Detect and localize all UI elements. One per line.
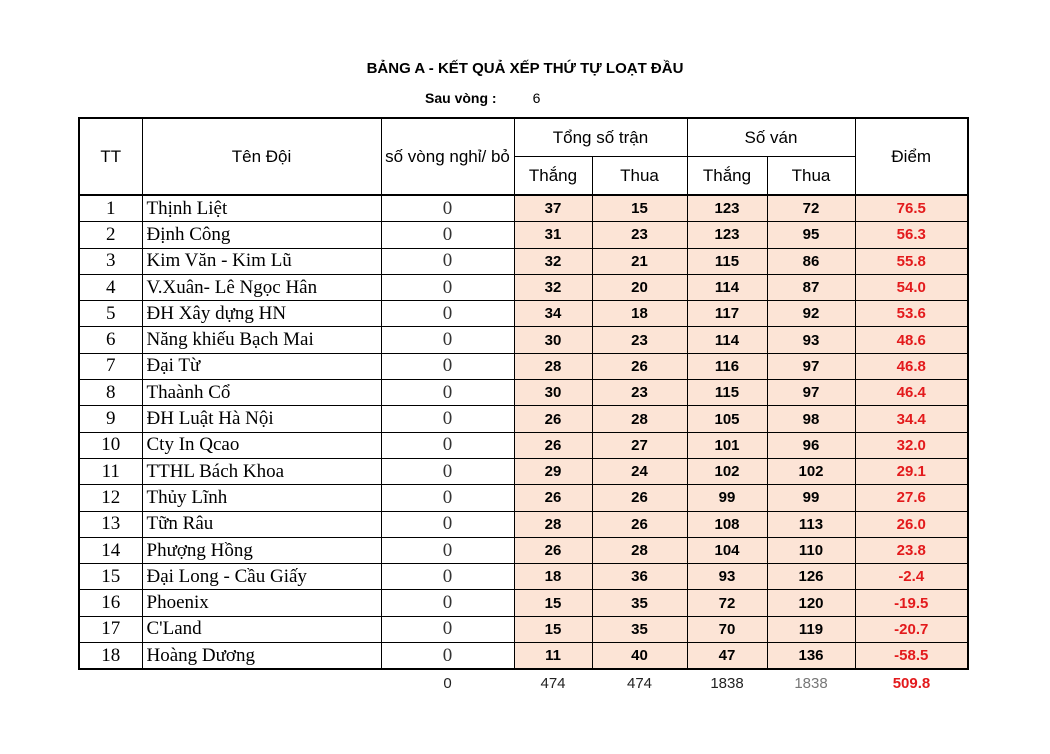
row-games-won: 47: [687, 643, 767, 670]
row-matches-won: 18: [514, 564, 592, 590]
row-games-lost: 93: [767, 327, 855, 353]
row-team-name: Hoàng Dương: [142, 643, 381, 670]
row-matches-won: 28: [514, 353, 592, 379]
row-games-won: 115: [687, 248, 767, 274]
row-matches-won: 37: [514, 195, 592, 222]
header-team: Tên Đội: [142, 118, 381, 195]
total-rest: 0: [443, 674, 452, 692]
row-team-name: Định Công: [142, 222, 381, 248]
row-rest-rounds: 0: [381, 380, 514, 406]
row-games-lost: 92: [767, 301, 855, 327]
row-games-won: 114: [687, 274, 767, 300]
table-row: [79, 353, 968, 379]
table-row: [79, 511, 968, 537]
row-matches-lost: 23: [592, 222, 687, 248]
row-rank: 1: [79, 195, 142, 222]
table-row: [79, 590, 968, 616]
row-team-name: Đại Từ: [142, 353, 381, 379]
header-games-group: Số ván: [687, 118, 855, 157]
row-points: 76.5: [855, 195, 968, 222]
row-rest-rounds: 0: [381, 432, 514, 458]
row-rest-rounds: 0: [381, 511, 514, 537]
row-rank: 5: [79, 301, 142, 327]
row-games-lost: 102: [767, 458, 855, 484]
row-points: 56.3: [855, 222, 968, 248]
row-games-lost: 136: [767, 643, 855, 670]
row-matches-lost: 28: [592, 537, 687, 563]
table-row: [79, 485, 968, 511]
row-matches-won: 32: [514, 248, 592, 274]
row-games-won: 101: [687, 432, 767, 458]
row-matches-lost: 35: [592, 616, 687, 642]
row-rest-rounds: 0: [381, 327, 514, 353]
table-row: [79, 432, 968, 458]
row-matches-won: 34: [514, 301, 592, 327]
row-points: 23.8: [855, 537, 968, 563]
header-tt: TT: [79, 118, 142, 195]
row-rest-rounds: 0: [381, 248, 514, 274]
row-rest-rounds: 0: [381, 222, 514, 248]
totals-spacer: [142, 669, 381, 696]
row-matches-won: 15: [514, 590, 592, 616]
row-games-lost: 99: [767, 485, 855, 511]
row-points: 54.0: [855, 274, 968, 300]
row-matches-lost: 18: [592, 301, 687, 327]
row-rank: 2: [79, 222, 142, 248]
row-points: 34.4: [855, 406, 968, 432]
row-rest-rounds: 0: [381, 616, 514, 642]
row-games-won: 102: [687, 458, 767, 484]
row-matches-lost: 36: [592, 564, 687, 590]
table-body: [79, 195, 968, 669]
row-rest-rounds: 0: [381, 564, 514, 590]
row-games-lost: 98: [767, 406, 855, 432]
header-rest: số vòng nghỉ/ bỏ: [381, 118, 514, 195]
row-games-won: 115: [687, 380, 767, 406]
page-title: BẢNG A - KẾT QUẢ XẾP THỨ TỰ LOẠT ĐẦU: [366, 60, 684, 77]
row-matches-lost: 23: [592, 327, 687, 353]
row-points: -2.4: [855, 564, 968, 590]
row-games-lost: 86: [767, 248, 855, 274]
row-rank: 11: [79, 458, 142, 484]
row-matches-lost: 40: [592, 643, 687, 670]
table-row: [79, 406, 968, 432]
row-rest-rounds: 0: [381, 485, 514, 511]
table-row: [79, 248, 968, 274]
row-games-won: 93: [687, 564, 767, 590]
row-rank: 9: [79, 406, 142, 432]
row-matches-lost: 35: [592, 590, 687, 616]
total-matches-loss: 474: [626, 674, 653, 692]
row-team-name: Thaành Cổ: [142, 380, 381, 406]
row-rank: 14: [79, 537, 142, 563]
row-matches-won: 28: [514, 511, 592, 537]
header-matches-loss: Thua: [592, 157, 687, 196]
row-matches-won: 26: [514, 432, 592, 458]
row-team-name: Đại Long - Cầu Giấy: [142, 564, 381, 590]
row-games-lost: 126: [767, 564, 855, 590]
row-points: 26.0: [855, 511, 968, 537]
standings-table: [78, 117, 969, 696]
row-team-name: Cty In Qcao: [142, 432, 381, 458]
row-team-name: Phượng Hồng: [142, 537, 381, 563]
table-row: [79, 458, 968, 484]
row-points: 55.8: [855, 248, 968, 274]
row-games-lost: 97: [767, 380, 855, 406]
row-matches-won: 11: [514, 643, 592, 670]
row-games-won: 117: [687, 301, 767, 327]
row-team-name: Thịnh Liệt: [142, 195, 381, 222]
table-row: [79, 222, 968, 248]
header-games-loss: Thua: [767, 157, 855, 196]
row-matches-lost: 23: [592, 380, 687, 406]
row-rest-rounds: 0: [381, 274, 514, 300]
row-rank: 13: [79, 511, 142, 537]
total-matches-win: 474: [540, 674, 566, 692]
row-rank: 15: [79, 564, 142, 590]
row-rank: 4: [79, 274, 142, 300]
round-value: 6: [532, 90, 541, 106]
row-games-lost: 87: [767, 274, 855, 300]
row-matches-lost: 28: [592, 406, 687, 432]
row-points: 32.0: [855, 432, 968, 458]
row-team-name: TTHL Bách Khoa: [142, 458, 381, 484]
row-rank: 10: [79, 432, 142, 458]
table-row: [79, 643, 968, 670]
row-points: 27.6: [855, 485, 968, 511]
row-matches-lost: 26: [592, 485, 687, 511]
row-matches-lost: 20: [592, 274, 687, 300]
table-row: [79, 616, 968, 642]
row-games-won: 114: [687, 327, 767, 353]
row-rest-rounds: 0: [381, 195, 514, 222]
row-games-won: 105: [687, 406, 767, 432]
row-games-lost: 119: [767, 616, 855, 642]
row-matches-won: 26: [514, 537, 592, 563]
row-matches-won: 32: [514, 274, 592, 300]
table-row: [79, 301, 968, 327]
row-games-won: 104: [687, 537, 767, 563]
row-games-won: 123: [687, 222, 767, 248]
row-team-name: Tữn Râu: [142, 511, 381, 537]
row-matches-won: 26: [514, 406, 592, 432]
row-team-name: V.Xuân- Lê Ngọc Hân: [142, 274, 381, 300]
row-team-name: Năng khiếu Bạch Mai: [142, 327, 381, 353]
header-matches-win: Thắng: [514, 157, 592, 196]
row-matches-won: 29: [514, 458, 592, 484]
row-games-won: 123: [687, 195, 767, 222]
row-points: 46.4: [855, 380, 968, 406]
row-points: 29.1: [855, 458, 968, 484]
row-rest-rounds: 0: [381, 643, 514, 670]
row-games-won: 116: [687, 353, 767, 379]
header-games-win: Thắng: [687, 157, 767, 196]
row-rank: 18: [79, 643, 142, 670]
row-rank: 8: [79, 380, 142, 406]
row-team-name: Thủy Lĩnh: [142, 485, 381, 511]
row-matches-won: 30: [514, 380, 592, 406]
total-games-loss: 1838: [794, 674, 828, 692]
table-row: [79, 537, 968, 563]
header-matches-group: Tổng số trận: [514, 118, 687, 157]
row-games-won: 99: [687, 485, 767, 511]
row-matches-lost: 26: [592, 511, 687, 537]
row-games-lost: 72: [767, 195, 855, 222]
totals-row: [79, 669, 968, 696]
row-games-lost: 97: [767, 353, 855, 379]
table-row: [79, 195, 968, 222]
row-points: 46.8: [855, 353, 968, 379]
row-matches-lost: 21: [592, 248, 687, 274]
row-games-won: 108: [687, 511, 767, 537]
row-rest-rounds: 0: [381, 458, 514, 484]
row-team-name: Phoenix: [142, 590, 381, 616]
row-team-name: C'Land: [142, 616, 381, 642]
header-points: Điểm: [855, 118, 968, 195]
row-matches-lost: 24: [592, 458, 687, 484]
row-points: -20.7: [855, 616, 968, 642]
row-rank: 6: [79, 327, 142, 353]
row-games-lost: 110: [767, 537, 855, 563]
total-games-win: 1838: [710, 674, 744, 692]
row-matches-won: 31: [514, 222, 592, 248]
row-matches-won: 30: [514, 327, 592, 353]
row-points: -58.5: [855, 643, 968, 670]
row-games-lost: 96: [767, 432, 855, 458]
total-points: 509.8: [892, 674, 931, 692]
row-games-lost: 113: [767, 511, 855, 537]
row-points: 48.6: [855, 327, 968, 353]
row-games-lost: 95: [767, 222, 855, 248]
row-rank: 16: [79, 590, 142, 616]
row-matches-won: 15: [514, 616, 592, 642]
row-matches-lost: 26: [592, 353, 687, 379]
row-rest-rounds: 0: [381, 537, 514, 563]
row-games-lost: 120: [767, 590, 855, 616]
table-row: [79, 564, 968, 590]
row-rest-rounds: 0: [381, 353, 514, 379]
row-rest-rounds: 0: [381, 590, 514, 616]
row-rest-rounds: 0: [381, 406, 514, 432]
row-matches-lost: 27: [592, 432, 687, 458]
row-rest-rounds: 0: [381, 301, 514, 327]
row-points: 53.6: [855, 301, 968, 327]
row-games-won: 72: [687, 590, 767, 616]
row-rank: 3: [79, 248, 142, 274]
row-team-name: ĐH Luật Hà Nội: [142, 406, 381, 432]
row-team-name: ĐH Xây dựng HN: [142, 301, 381, 327]
table-row: [79, 327, 968, 353]
row-matches-won: 26: [514, 485, 592, 511]
row-rank: 7: [79, 353, 142, 379]
row-rank: 12: [79, 485, 142, 511]
row-rank: 17: [79, 616, 142, 642]
totals-spacer: [79, 669, 142, 696]
round-info: [425, 90, 540, 106]
table-row: [79, 274, 968, 300]
round-label: Sau vòng :: [425, 90, 497, 106]
row-games-won: 70: [687, 616, 767, 642]
table-row: [79, 380, 968, 406]
row-matches-lost: 15: [592, 195, 687, 222]
row-team-name: Kim Văn - Kim Lũ: [142, 248, 381, 274]
row-points: -19.5: [855, 590, 968, 616]
